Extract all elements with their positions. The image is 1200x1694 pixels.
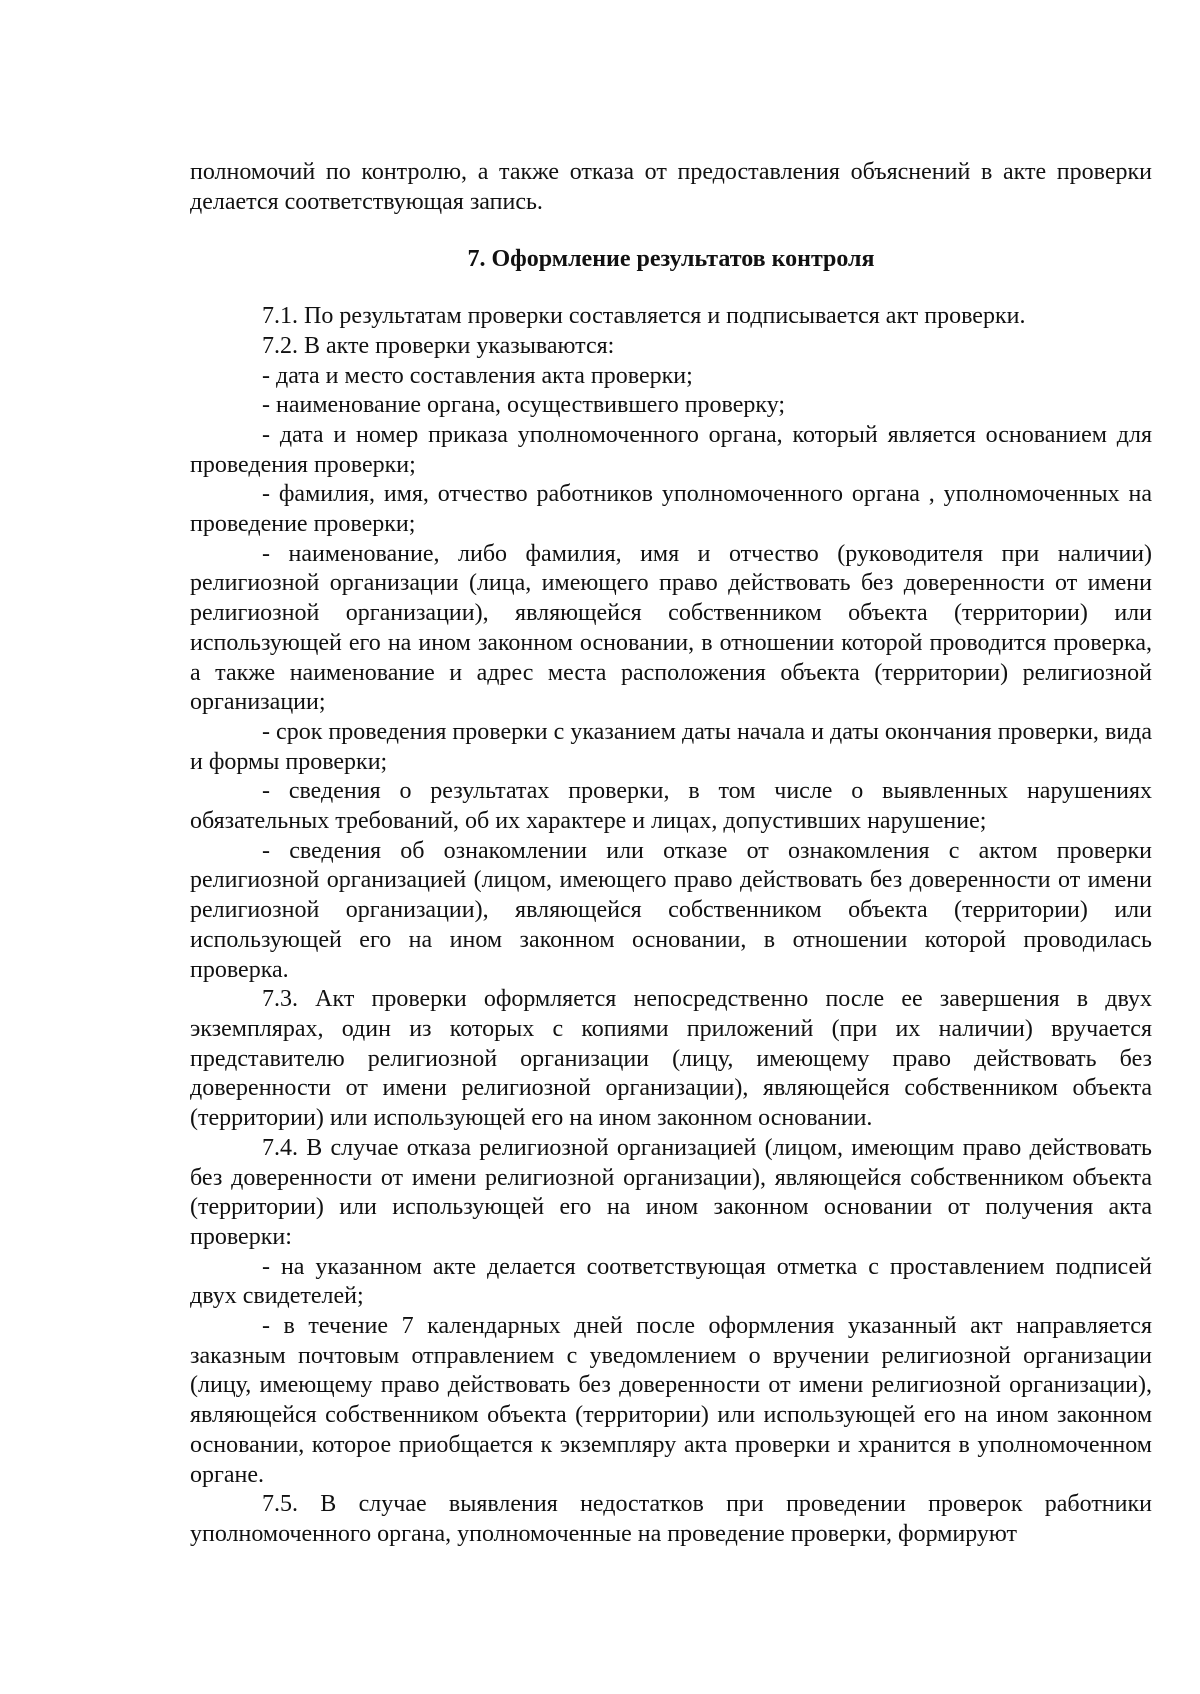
intro-paragraph: полномочий по контролю, а также отказа от предоставления объяснений в акте проверки делается соответствующая запись.: [190, 159, 1152, 215]
list-item: - срок проведения проверки с указанием даты начала и даты окончания проверки, вида и формы проверки;: [190, 718, 1152, 775]
paragraph-7-1: 7.1. По результатам проверки составляется и подписывается акт проверки.: [262, 303, 1026, 330]
list-item: - дата и место составления акта проверки;: [262, 362, 693, 389]
list-item: - наименование, либо фамилия, имя и отчество (руководителя при наличии) религиозной организации (лица, имеющего право действовать без доверенности от имени религиозной организации), являющейся собственником объекта (территории) или использующей его на ином законном основании, в отношении которой проводится проверка, а также наименование и адрес места расположения объекта (территории) религиозной организации;: [190, 540, 1152, 716]
list-item: - дата и номер приказа уполномоченного органа, который является основанием для проведения проверки;: [190, 421, 1152, 478]
paragraph-7-3: 7.3. Акт проверки оформляется непосредственно после ее завершения в двух экземплярах, один из которых с копиями приложений (при их наличии) вручается представителю религиозной организации (лицу, имеющему право действовать без доверенности от имени религиозной организации), являющейся собственником объекта (территории) или использующей его на ином законном основании.: [190, 986, 1152, 1132]
list-item: - наименование органа, осуществившего проверку;: [262, 392, 786, 419]
list-item: - в течение 7 календарных дней после оформления указанный акт направляется заказным почтовым отправлением с уведомлением о вручении религиозной организации (лицу, имеющему право действовать без доверенности от имени религиозной организации), являющейся собственником объекта (территории) или использующей его на ином законном основании, которое приобщается к экземпляру акта проверки и хранится в уполномоченном органе.: [190, 1313, 1152, 1488]
list-item: - фамилия, имя, отчество работников уполномоченного органа , уполномоченных на проведение проверки;: [190, 481, 1152, 538]
list-item: - на указанном акте делается соответствующая отметка с проставлением подписей двух свидетелей;: [190, 1253, 1152, 1310]
paragraph-7-5: 7.5. В случае выявления недостатков при проведении проверок работники уполномоченного органа, уполномоченные на проведение проверки, формируют: [190, 1491, 1152, 1547]
list-item: - сведения о результатах проверки, в том числе о выявленных нарушениях обязательных требований, об их характере и лицах, допустивших нарушение;: [190, 778, 1152, 835]
document-body: [190, 158, 1152, 1550]
section-heading: 7. Оформление результатов контроля: [467, 246, 875, 273]
paragraph-7-2: 7.2. В акте проверки указываются:: [262, 332, 615, 359]
paragraph-7-4: 7.4. В случае отказа религиозной организацией (лицом, имеющим право действовать без доверенности от имени религиозной организации), являющейся собственником объекта (территории) или использующей его на ином законном основании от получения акта проверки:: [190, 1134, 1152, 1250]
list-item: - сведения об ознакомлении или отказе от ознакомления с актом проверки религиозной организацией (лицом, имеющего право действовать без доверенности от имени религиозной организации), являющейся собственником объекта (территории) или использующей его на ином законном основании, в отношении которой проводилась проверка.: [190, 837, 1152, 983]
